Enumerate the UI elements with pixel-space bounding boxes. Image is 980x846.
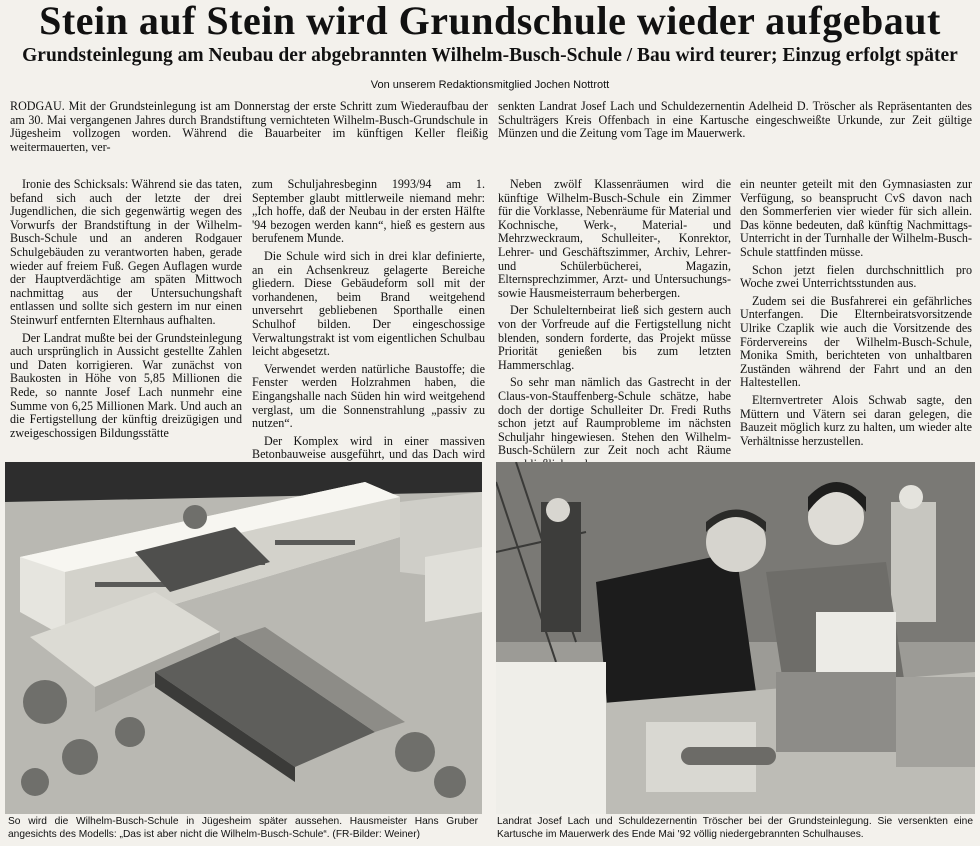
subheadline: Grundsteinlegung am Neubau der abgebrannten Wilhelm-Busch-Schule / Bau wird teurer; Einzug erfolgt später: [22, 45, 958, 66]
lead-text-left: RODGAU. Mit der Grundsteinlegung ist am Donnerstag der erste Schritt zum Wiederaufbau der am 30. Mai vergangenen Jahres durch Brandstiftung vernichteten Wilhelm-Busch-Grundschule in Jügesheim vollzogen worden. Während die Bauarbeiter im künftigen Keller fleißig weitermauerten, ver-: [10, 99, 488, 154]
paragraph: So sehr man nämlich das Gastrecht in der Claus-von-Stauffenberg-Schule schätze, habe doch der dortige Schulleiter Dr. Fredi Ruths schon jetzt auf Raumprobleme im nächsten Schuljahr hingewiesen. Stehen den Wilhelm-Busch-Schülern zur Zeit noch acht Räume: [498, 375, 731, 458]
paragraph: Zudem sei die Busfahrerei ein gefährliches Unterfangen. Die Elternbeiratsvorsitzende Ulrike Czaplik wie auch die Vorsitzende des Fördervereins der Wilhelm-Busch-Schule, Monika Smith, berichteten von unhaltbaren Zuständen während der Fahrt und an den Haltestellen.: [740, 293, 972, 390]
school-model-photo: [5, 462, 482, 814]
paragraph: Neben zwölf Klassenräumen wird die künftige Wilhelm-Busch-Schule ein Zimmer für die Vorklasse, Nebenräume für Material und Kochnische, Werk-, Material- und Mehrzweckraum, Schulleiter-, Konrektor, Lehrer- und Geschäftszimmer, Archiv, Lehrer- und Schülerbücherei, Magazin, Elternsprechzimmer, Arzt- und Untersuchungs- sowie Hausmeisterraum beherbergen.: [498, 177, 731, 300]
paragraph: Der Komplex wird in einer massiven Betonbauweise ausgeführt, und das Dach wird: [252, 433, 485, 462]
paragraph: zum Schuljahresbeginn 1993/94 am 1. September glaubt mittlerweile niemand mehr: „Ich hoffe, daß der Neubau in der ersten Hälfte '94 bezogen werden kann“, hieß es gestern aus berufenem Munde.: [252, 177, 485, 246]
article-column-2: [252, 178, 485, 479]
paragraph: Elternvertreter Alois Schwab sagte, den Müttern und Vätern sei daran gelegen, die Bauzeit möglich kurz zu halten, um wieder alte Verhältnisse herzustellen.: [740, 392, 972, 448]
paragraph: Der Landrat mußte bei der Grundsteinlegung auch ursprünglich in Aussicht gestellte Zahlen und Daten korrigieren. War zunächst von Baukosten in Höhe von 5,85 Millionen die Rede, so nannte Josef Lach nunmehr eine Summe von 6,25 Millionen Mark. Und auch an die Fertigstellung der künftig dreizügigen und zweigeschossigen Bildungsstätte: [10, 330, 242, 440]
groundbreaking-illustration: [496, 462, 975, 814]
byline: Von unserem Redaktionsmitglied Jochen Nottrott: [370, 79, 610, 91]
article-column-4: [740, 178, 972, 452]
lead-paragraph-right: [498, 100, 972, 145]
lead-paragraph-left: [10, 100, 488, 158]
groundbreaking-photo: [496, 462, 975, 814]
paragraph: Ironie des Schicksals: Während sie das taten, befand sich auch der letzte der drei Jugendlichen, die sich gegenwärtig wegen des Vorwurfs der Brandstiftung in der Wilhelm-Busch-Schule und an anderen Rodgauer Schulgebäuden zu verantworten haben, gerade wieder auf freiem Fuß. Gegen Auflagen wurde der Hauptverdächtige am späten Mittwoch nachmittag aus der Untersuchungshaft entlassen und sollte sich gestern im nur einen Steinwurf entfernten Elternhaus aufhalten.: [10, 177, 242, 327]
article-column-3: [498, 178, 731, 475]
paragraph: Der Schulelternbeirat ließ sich gestern auch von der Vorfreude auf die Fertigstellung nicht blenden, sondern forderte, das Projekt müsse Priorität genießen bis zum letzten Hammerschlag.: [498, 303, 731, 372]
paragraph: Verwendet werden natürliche Baustoffe; die Fenster werden Holzrahmen haben, die Eingangshalle nach Süden hin wird weitgehend verglast, um die Sonnenstrahlung „passiv zu nutzen“.: [252, 361, 485, 431]
school-model-illustration: [5, 462, 482, 814]
paragraph: Die Schule wird sich in drei klar definierte, an ein Achsenkreuz gelagerte Bereiche gliedern. Diese Gebäudeform soll mit der vorhandenen, beim Brand weitgehend unversehrt gebliebenen Sporthalle einen Schulhof bilden. Der eingeschossige Verwaltungstrakt ist vom eigentlichen Schulbau leicht abgesetzt.: [252, 248, 485, 359]
photo-caption-left: So wird die Wilhelm-Busch-Schule in Jügesheim später aussehen. Hausmeister Hans Gruber angesichts des Modells: „Das ist aber nicht die Wilhelm-Busch-Schule“. (FR-Bilder: Weiner): [8, 816, 478, 840]
headline: Stein auf Stein wird Grundschule wieder aufgebaut: [39, 0, 941, 43]
paragraph: ein neunter geteilt mit den Gymnasiasten zur Verfügung, so beansprucht CvS davon nach den Sommerferien vier wieder für sich allein. Das könne bedeuten, daß künftig Nachmittags-Unterricht in der Turnhalle der Wilhelm-Busch-Schule stattfinden müsse.: [740, 177, 972, 259]
photo-caption-right: Landrat Josef Lach und Schuldezernentin Tröscher bei der Grundsteinlegung. Sie versenkten eine Kartusche im Mauerwerk des Ende Mai '92 völlig niedergebrannten Schulhauses.: [497, 816, 973, 840]
lead-text-right: senkten Landrat Josef Lach und Schuldezernentin Adelheid D. Tröscher als Repräsentanten des Schulträgers Kreis Offenbach in eine Kartusche eingeschweißte Urkunde, zur Zeit gültige Münzen und die Zeitung vom Tage im Mauerwerk.: [498, 99, 972, 141]
paragraph: Schon jetzt fielen durchschnittlich pro Woche zwei Unterrichtsstunden aus.: [740, 262, 972, 291]
article-column-1: [10, 178, 242, 444]
